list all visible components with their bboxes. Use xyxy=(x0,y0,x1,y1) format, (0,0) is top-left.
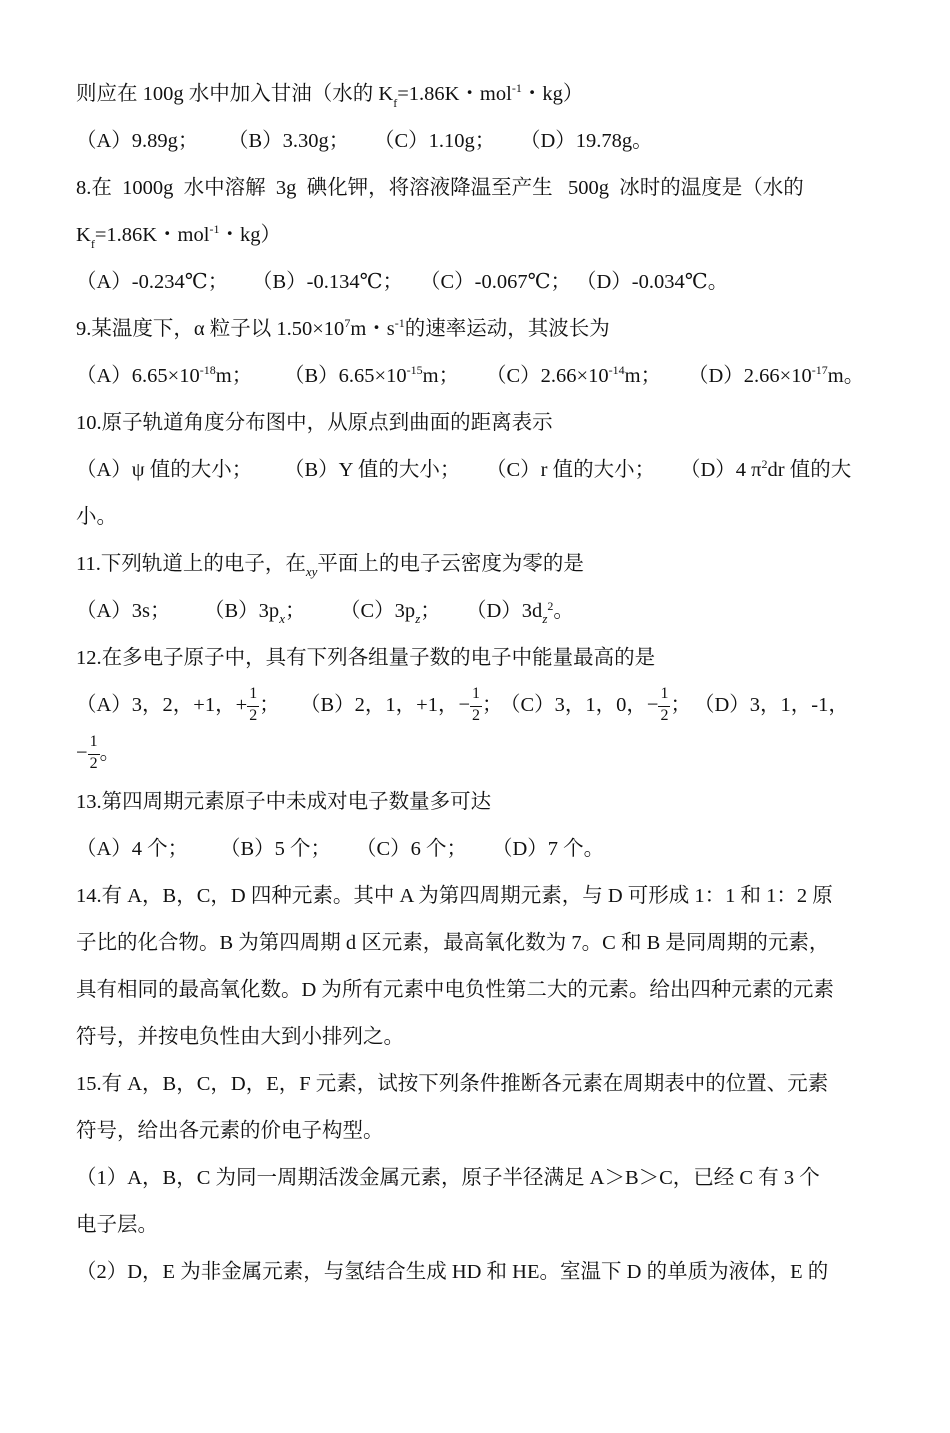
fraction-one-half: $\frac{1}{2}$ xyxy=(249,685,258,724)
option-b: （B）Y 值的大小； xyxy=(284,459,461,481)
q8-stem: 8.在 1000g 水中溶解 3g 碘化钾，将溶液降温至产生 500g 冰时的温度是（水的 xyxy=(76,177,804,199)
q15-line: 电子层。 xyxy=(76,1214,158,1236)
q10-option-d-wrap: 小。 xyxy=(76,506,117,528)
option-d: （D）19.78g。 xyxy=(520,130,653,152)
superscript: 7 xyxy=(344,316,351,330)
option-c: （C）3，1，0，− $\frac{1}{2}$ ； xyxy=(500,685,691,724)
fraction-one-half: $\frac{1}{2}$ xyxy=(660,685,669,724)
option-c: $(C)3p_z$； xyxy=(340,600,441,626)
option-c: （C）1.10g； xyxy=(374,130,496,152)
q14-line: 子比的化合物。B 为第四周期 d 区元素，最高氧化数为 7。C 和 B 是同周期的元素， xyxy=(76,932,830,954)
q15-line: （2）D，E 为非金属元素，与氢结合生成 HD 和 HE。室温下 D 的单质为液体，E 的 xyxy=(76,1261,829,1283)
option-b: （B）-0.134℃； xyxy=(252,271,404,293)
superscript: -1 xyxy=(209,222,220,236)
q14-line: 符号，并按电负性由大到小排列之。 xyxy=(76,1026,404,1048)
q11-stem: 11.下列轨道上的电子，在$_{xy}$平面上的电子云密度为零的是 xyxy=(76,553,584,579)
q15-line: （1）A，B，C 为同一周期活泼金属元素，原子半径满足 A＞B＞C，已经 C 有 3 个 xyxy=(76,1167,820,1189)
option-a: （A）9.89g； xyxy=(76,130,199,152)
q12-option-d-wrap: − $\frac{1}{2}$ 。 xyxy=(76,733,121,772)
option-a: （A）3，2，+1，+ $\frac{1}{2}$ ； xyxy=(76,685,280,724)
q7-stem-tail: 则应在 100g 水中加入甘油（水的 $K_f=1.86K$・mol$^{-1}$・kg） xyxy=(76,81,584,110)
superscript: -1 xyxy=(511,81,522,95)
option-a: （A）3s； xyxy=(76,600,171,622)
q8-stem-cont: $K_f=1.86K$・mol$^{-1}$・kg） xyxy=(76,222,281,251)
option-d: （D）3，1，-1， xyxy=(694,694,849,716)
q10-stem: 10.原子轨道角度分布图中，从原点到曲面的距离表示 xyxy=(76,412,553,434)
option-b: $(B)3p_x$； xyxy=(204,600,306,626)
superscript: -1 xyxy=(394,316,405,330)
q14-line: 具有相同的最高氧化数。D 为所有元素中电负性第二大的元素。给出四种元素的元素 xyxy=(76,979,834,1001)
option-d: （D）-0.034℃。 xyxy=(576,271,729,293)
subscript: f xyxy=(90,237,95,251)
option-c: $(C)2.66\times 10^{-14}m$； xyxy=(486,363,662,387)
option-a: $(A)6.65\times 10^{-18}m$； xyxy=(76,363,253,387)
q15-line: 15.有 A，B，C，D，E，F 元素，试按下列条件推断各元素在周期表中的位置、元素 xyxy=(76,1073,829,1095)
plane-subscript: xy xyxy=(305,564,318,579)
option-a: （A）4 个； xyxy=(76,838,189,860)
option-d: $(D)2.66\times 10^{-17}m$。 xyxy=(688,363,865,387)
option-a: （A）-0.234℃； xyxy=(76,271,229,293)
option-b: （B）2，1，+1，− $\frac{1}{2}$ ； xyxy=(300,685,503,724)
q13-stem: 13.第四周期元素原子中未成对电子数量多可达 xyxy=(76,791,492,813)
option-b: （B）5 个； xyxy=(220,838,332,860)
option-d: （D）4 $\pi^2dr$ 值的大 xyxy=(680,457,852,481)
option-c: （C）-0.067℃； xyxy=(420,271,572,293)
fraction-one-half: $\frac{1}{2}$ xyxy=(89,733,98,772)
option-d: $(D)3d_z^2$。 xyxy=(466,599,574,626)
option-d: （D）7 个。 xyxy=(492,838,605,860)
subscript: f xyxy=(393,96,398,110)
fraction-one-half: $\frac{1}{2}$ xyxy=(472,685,481,724)
option-b: $(B)6.65\times 10^{-15}m$； xyxy=(284,363,460,387)
q12-stem: 12.在多电子原子中，具有下列各组量子数的电子中能量最高的是 xyxy=(76,647,656,669)
q15-line: 符号，给出各元素的价电子构型。 xyxy=(76,1120,384,1142)
option-c: （C）r 值的大小； xyxy=(486,459,656,481)
q14-line: 14.有 A，B，C，D 四种元素。其中 A 为第四周期元素，与 D 可形成 1：1 和 1：2 原 xyxy=(76,885,833,907)
option-c: （C）6 个； xyxy=(356,838,468,860)
option-a: （A）ψ 值的大小； xyxy=(76,459,253,481)
q9-stem: 9.某温度下，α 粒子以 $1.50\times 10^7m$・$s^{-1}$的速率运动，其波长为 xyxy=(76,316,610,340)
option-b: （B）3.30g； xyxy=(228,130,350,152)
